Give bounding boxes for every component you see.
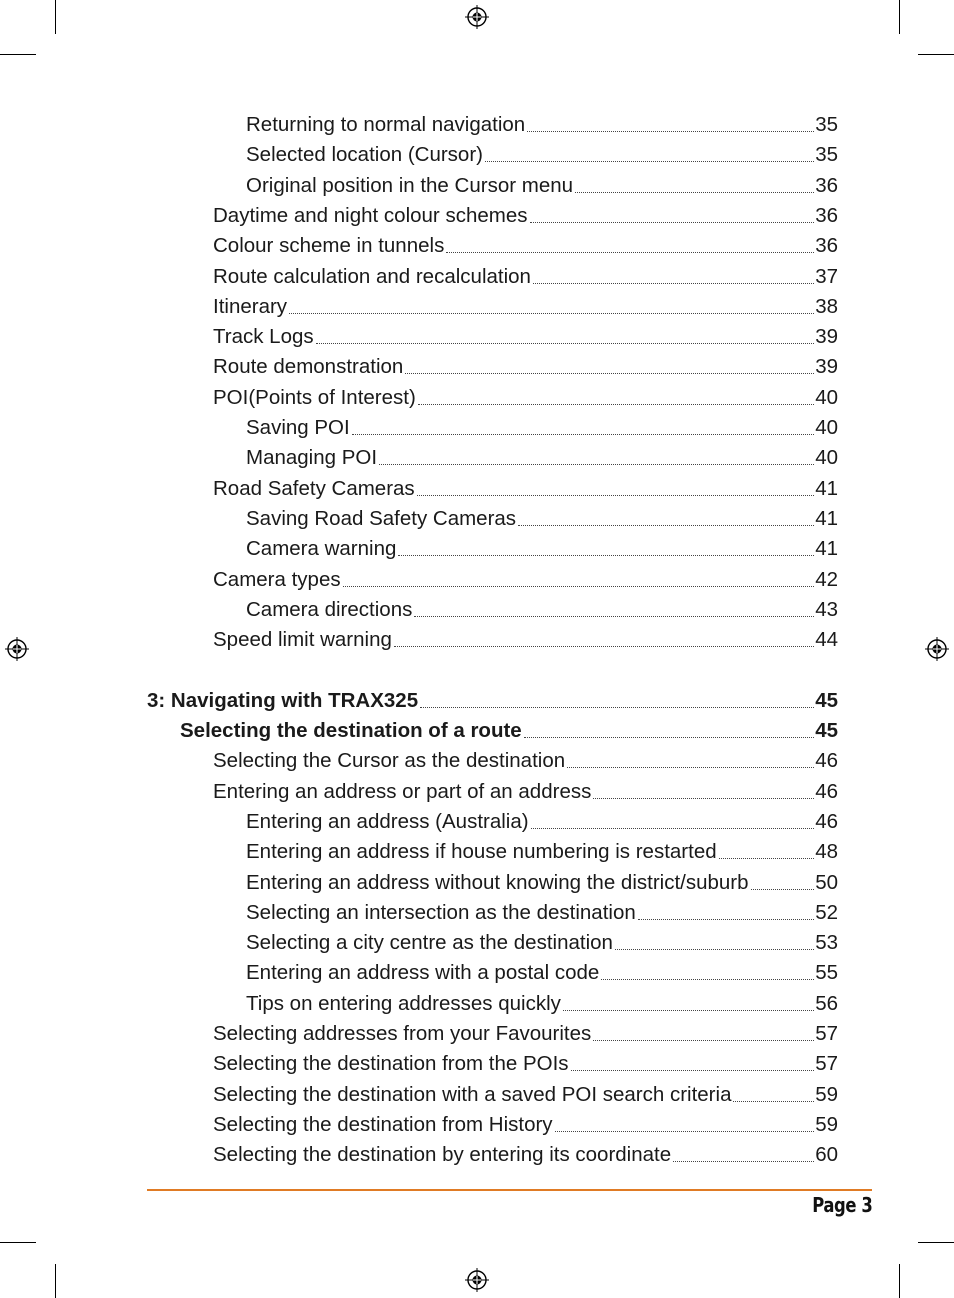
toc-entry[interactable] [0,1051,838,1077]
toc-entry-page: 41 [815,506,838,530]
toc-entry-title: Entering an address if house numbering is restarted [246,840,717,864]
toc-entry-title: Daytime and night colour schemes [213,203,528,227]
toc-entry-title: Saving POI [246,416,350,439]
toc-leader-dots [751,889,815,890]
toc-entry-title: Selecting the destination from the POIs [213,1052,569,1076]
crop-mark [55,1264,56,1298]
toc-entry-title: Entering an address without knowing the district/suburb [246,870,749,894]
page-number: Page 3 [811,1193,872,1217]
toc-entry-page: 60 [815,1143,838,1167]
toc-entry[interactable] [0,233,838,259]
toc-entry-title: Itinerary [213,294,288,318]
toc-entry-title: Selected location (Cursor) [246,143,483,167]
toc-entry-page: 44 [815,628,838,652]
toc-leader-dots [414,616,814,617]
registration-mark-icon [465,5,489,29]
toc-entry-page: 52 [815,900,838,924]
toc-entry[interactable] [0,385,838,411]
toc-entry[interactable] [0,1082,838,1108]
toc-leader-dots [420,707,814,708]
toc-entry-title: Saving Road Safety Cameras [246,506,517,530]
toc-entry-title: Colour scheme in tunnels [213,234,445,258]
toc-leader-dots [289,313,814,314]
toc-leader-dots [394,646,814,647]
toc-entry[interactable] [0,567,838,593]
toc-entry-page: 36 [815,173,838,197]
toc-entry-page: 59 [815,1082,838,1106]
toc-leader-dots [446,252,814,253]
toc-entry-page: 48 [815,840,838,864]
crop-mark [918,1242,954,1243]
toc-leader-dots [733,1101,814,1102]
toc-leader-dots [571,1070,815,1071]
toc-entry-page: 36 [815,234,838,258]
toc-entry[interactable] [0,597,838,623]
toc-entry-page: 40 [815,416,838,439]
toc-leader-dots [485,161,814,162]
toc-leader-dots [379,464,814,465]
toc-entry-page: 56 [815,991,838,1015]
toc-entry-page: 57 [815,1052,838,1076]
toc-entry[interactable] [0,445,838,471]
toc-entry[interactable] [0,718,838,744]
toc-entry-title: Camera types [213,567,341,591]
crop-mark [0,54,36,55]
toc-entry-page: 39 [815,325,838,349]
toc-leader-dots [567,767,814,768]
crop-mark [0,1242,36,1243]
toc-entry[interactable] [0,415,838,441]
toc-entry-title: Selecting an intersection as the destination [246,900,636,924]
toc-leader-dots [417,495,815,496]
toc-entry-title: Road Safety Cameras [213,476,415,500]
toc-entry[interactable] [0,294,838,320]
toc-leader-dots [316,343,815,344]
toc-entry-page: 35 [815,113,838,136]
toc-entry-page: 45 [815,719,838,742]
toc-entry[interactable] [0,203,838,229]
toc-entry-title: Selecting the destination with a saved POI search criteria [213,1082,732,1106]
toc-entry[interactable] [0,900,838,926]
toc-entry[interactable] [0,142,838,168]
toc-leader-dots [527,131,814,132]
toc-leader-dots [343,586,815,587]
toc-entry-page: 41 [815,476,838,500]
toc-entry-title: Track Logs [213,325,314,349]
toc-leader-dots [638,919,814,920]
toc-entry-title: POI(Points of Interest) [213,385,416,409]
toc-entry-title: 3: Navigating with TRAX325 [147,688,419,712]
toc-leader-dots [719,858,815,859]
toc-entry[interactable] [0,1112,838,1138]
toc-entry[interactable] [0,324,838,350]
toc-entry[interactable] [0,839,838,865]
toc-entry[interactable] [0,930,838,956]
toc-entry-page: 41 [815,537,838,561]
toc-entry-title: Original position in the Cursor menu [246,173,574,197]
toc-leader-dots [405,373,814,374]
registration-mark-icon [465,1268,489,1292]
toc-entry-page: 45 [815,688,838,712]
toc-entry-page: 53 [815,931,838,955]
toc-entry-page: 42 [815,567,838,591]
toc-entry[interactable] [0,779,838,805]
toc-entry[interactable] [0,809,838,835]
toc-entry-page: 55 [815,961,838,985]
toc-entry-title: Selecting the destination by entering its coordinate [213,1143,672,1167]
crop-mark [918,54,954,55]
toc-entry[interactable] [0,627,838,653]
toc-entry-title: Selecting a city centre as the destination [246,931,613,955]
toc-leader-dots [593,1040,814,1041]
toc-leader-dots [530,222,815,223]
toc-entry-title: Selecting the destination from History [213,1112,553,1136]
toc-entry-page: 35 [815,143,838,167]
crop-mark [899,1264,900,1298]
toc-entry[interactable] [0,112,838,138]
toc-entry[interactable] [0,536,838,562]
toc-leader-dots [593,798,814,799]
toc-entry-page: 46 [815,779,838,803]
toc-entry[interactable] [0,870,838,896]
toc-leader-dots [575,192,814,193]
toc-leader-dots [518,525,814,526]
toc-entry-title: Route demonstration [213,355,404,379]
registration-mark-icon [925,637,949,661]
toc-leader-dots [601,979,814,980]
toc-entry-page: 46 [815,749,838,773]
toc-leader-dots [533,283,814,284]
toc-entry-page: 59 [815,1112,838,1136]
toc-entry-page: 37 [815,264,838,288]
toc-entry[interactable] [0,960,838,986]
toc-entry-page: 40 [815,446,838,470]
toc-entry-title: Entering an address (Australia) [246,809,529,833]
toc-entry-title: Tips on entering addresses quickly [246,991,561,1015]
toc-entry-page: 50 [815,870,838,894]
toc-leader-dots [563,1010,814,1011]
crop-mark [899,0,900,34]
toc-leader-dots [418,404,814,405]
toc-leader-dots [531,828,815,829]
toc-leader-dots [673,1161,814,1162]
toc-entry-page: 40 [815,385,838,409]
toc-entry-page: 43 [815,597,838,621]
toc-entry[interactable] [0,991,838,1017]
toc-entry-title: Selecting addresses from your Favourites [213,1022,592,1045]
toc-entry-title: Camera directions [246,597,413,621]
toc-entry-title: Managing POI [246,446,378,470]
toc-leader-dots [615,949,814,950]
toc-entry[interactable] [0,1021,838,1047]
toc-entry-page: 46 [815,809,838,833]
toc-entry-title: Selecting the destination of a route [180,719,522,742]
toc-entry-page: 36 [815,203,838,227]
toc-entry-title: Entering an address or part of an address [213,779,592,803]
crop-mark [55,0,56,34]
toc-entry-title: Route calculation and recalculation [213,264,531,288]
toc-entry-title: Returning to normal navigation [246,113,526,136]
toc-entry-page: 57 [815,1022,838,1045]
toc-entry-title: Entering an address with a postal code [246,961,600,985]
toc-entry[interactable] [0,476,838,502]
toc-entry[interactable] [0,748,838,774]
toc-leader-dots [398,555,814,556]
toc-entry[interactable] [0,688,838,714]
toc-entry-page: 39 [815,355,838,379]
toc-entry-page: 38 [815,294,838,318]
toc-entry[interactable] [0,264,838,290]
toc-entry[interactable] [0,1142,838,1168]
toc-entry[interactable] [0,354,838,380]
toc-entry-title: Speed limit warning [213,628,392,652]
toc-leader-dots [555,1131,815,1132]
toc-leader-dots [524,737,814,738]
toc-entry[interactable] [0,506,838,532]
toc-entry-title: Camera warning [246,537,397,561]
toc-leader-dots [352,434,814,435]
footer-rule [147,1189,872,1191]
toc-entry[interactable] [0,173,838,199]
toc-entry-title: Selecting the Cursor as the destination [213,749,566,773]
